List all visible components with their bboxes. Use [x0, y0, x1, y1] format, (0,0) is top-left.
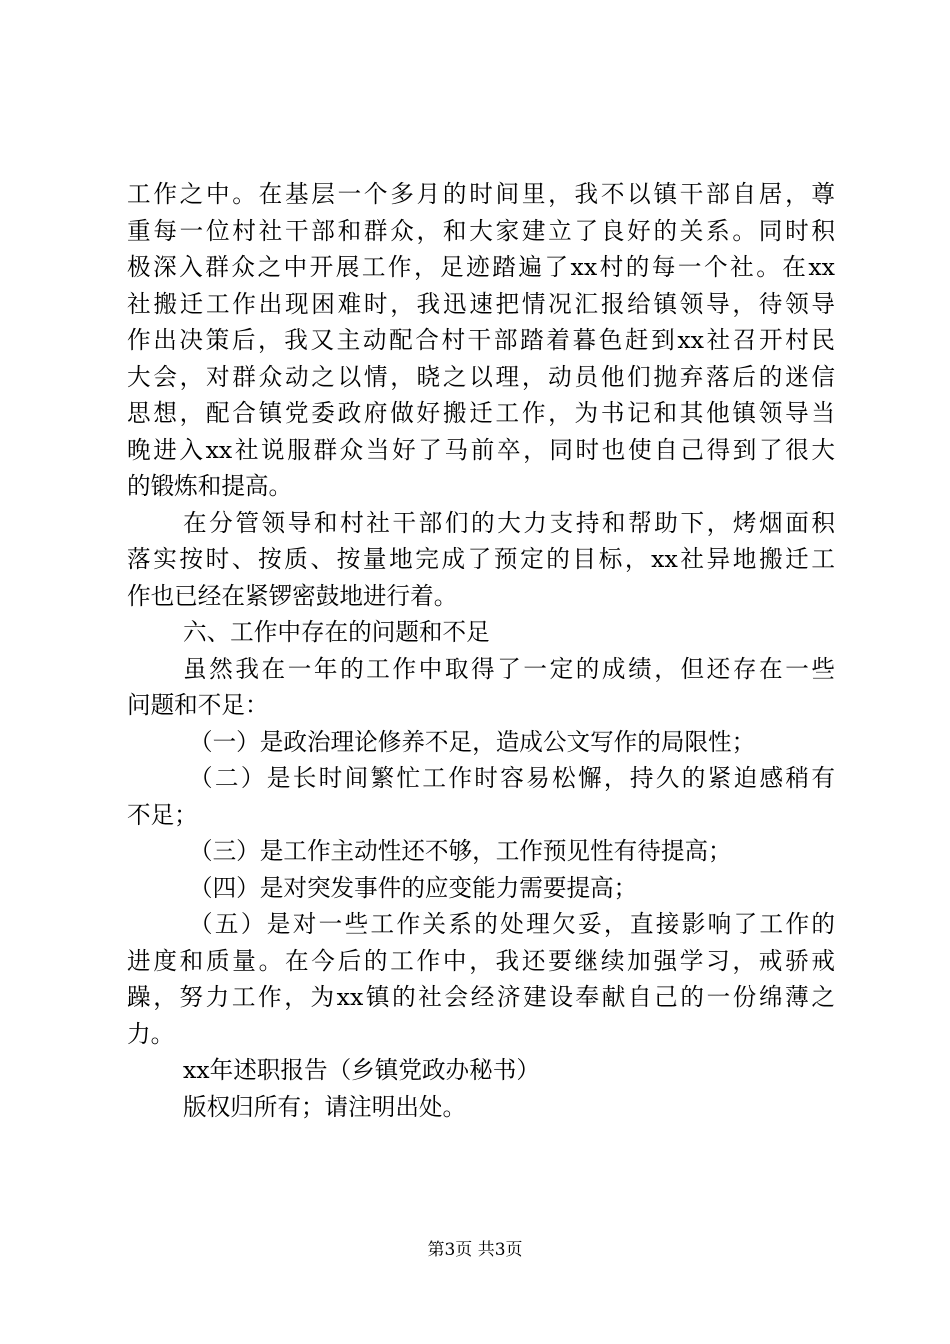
- list-item-3: （三）是工作主动性还不够，工作预见性有待提高；: [189, 837, 732, 865]
- body-line-12: 作也已经在紧锣密鼓地进行着。: [127, 581, 458, 610]
- body-line-8: 晚进入xx社说服群众当好了马前卒，同时也使自己得到了很大: [127, 435, 835, 464]
- section-heading: 六、工作中存在的问题和不足: [183, 618, 490, 646]
- body-line-2: 重每一位村社干部和群众，和大家建立了良好的关系。同时积: [127, 216, 835, 245]
- list-item-5-cont-2: 躁，努力工作，为xx镇的社会经济建设奉献自己的一份绵薄之: [127, 983, 835, 1011]
- list-item-1: （一）是政治理论修养不足，造成公文写作的局限性；: [189, 727, 756, 756]
- list-item-5: （五）是对一些工作关系的处理欠妥，直接影响了工作的: [189, 910, 835, 938]
- body-line-6: 大会，对群众动之以情，晓之以理，动员他们抛弃落后的迷信: [127, 362, 835, 391]
- page-number-label: 第3页 共3页: [427, 1240, 523, 1260]
- document-body: [127, 176, 835, 1125]
- list-item-2: （二）是长时间繁忙工作时容易松懈，持久的紧迫感稍有: [189, 764, 835, 792]
- body-line-9: 的锻炼和提高。: [127, 472, 293, 500]
- list-item-2-cont: 不足；: [127, 800, 198, 829]
- list-item-5-cont-3: 力。: [127, 1019, 175, 1048]
- body-line-14: 虽然我在一年的工作中取得了一定的成绩，但还存在一些: [183, 654, 835, 683]
- body-line-7: 思想，配合镇党委政府做好搬迁工作，为书记和其他镇领导当: [127, 399, 835, 427]
- list-item-4: （四）是对突发事件的应变能力需要提高；: [189, 873, 638, 902]
- list-item-5-cont-1: 进度和质量。在今后的工作中，我还要继续加强学习，戒骄戒: [127, 946, 835, 975]
- body-line-11: 落实按时、按质、按量地完成了预定的目标，xx社异地搬迁工: [127, 545, 835, 573]
- page-footer: [0, 1239, 950, 1261]
- body-line-10: 在分管领导和村社干部们的大力支持和帮助下，烤烟面积: [183, 508, 835, 537]
- body-line-4: 社搬迁工作出现困难时，我迅速把情况汇报给镇领导，待领导: [127, 289, 835, 318]
- body-line-5: 作出决策后，我又主动配合村干部踏着暮色赶到xx社召开村民: [127, 326, 835, 354]
- body-line-3: 极深入群众之中开展工作，足迹踏遍了xx村的每一个社。在xx: [127, 253, 835, 281]
- copyright-notice: 版权归所有；请注明出处。: [183, 1092, 467, 1121]
- document-title-line: xx年述职报告（乡镇党政办秘书）: [183, 1056, 540, 1084]
- body-line-15: 问题和不足：: [127, 691, 269, 719]
- body-line-1: 工作之中。在基层一个多月的时间里，我不以镇干部自居，尊: [127, 180, 835, 208]
